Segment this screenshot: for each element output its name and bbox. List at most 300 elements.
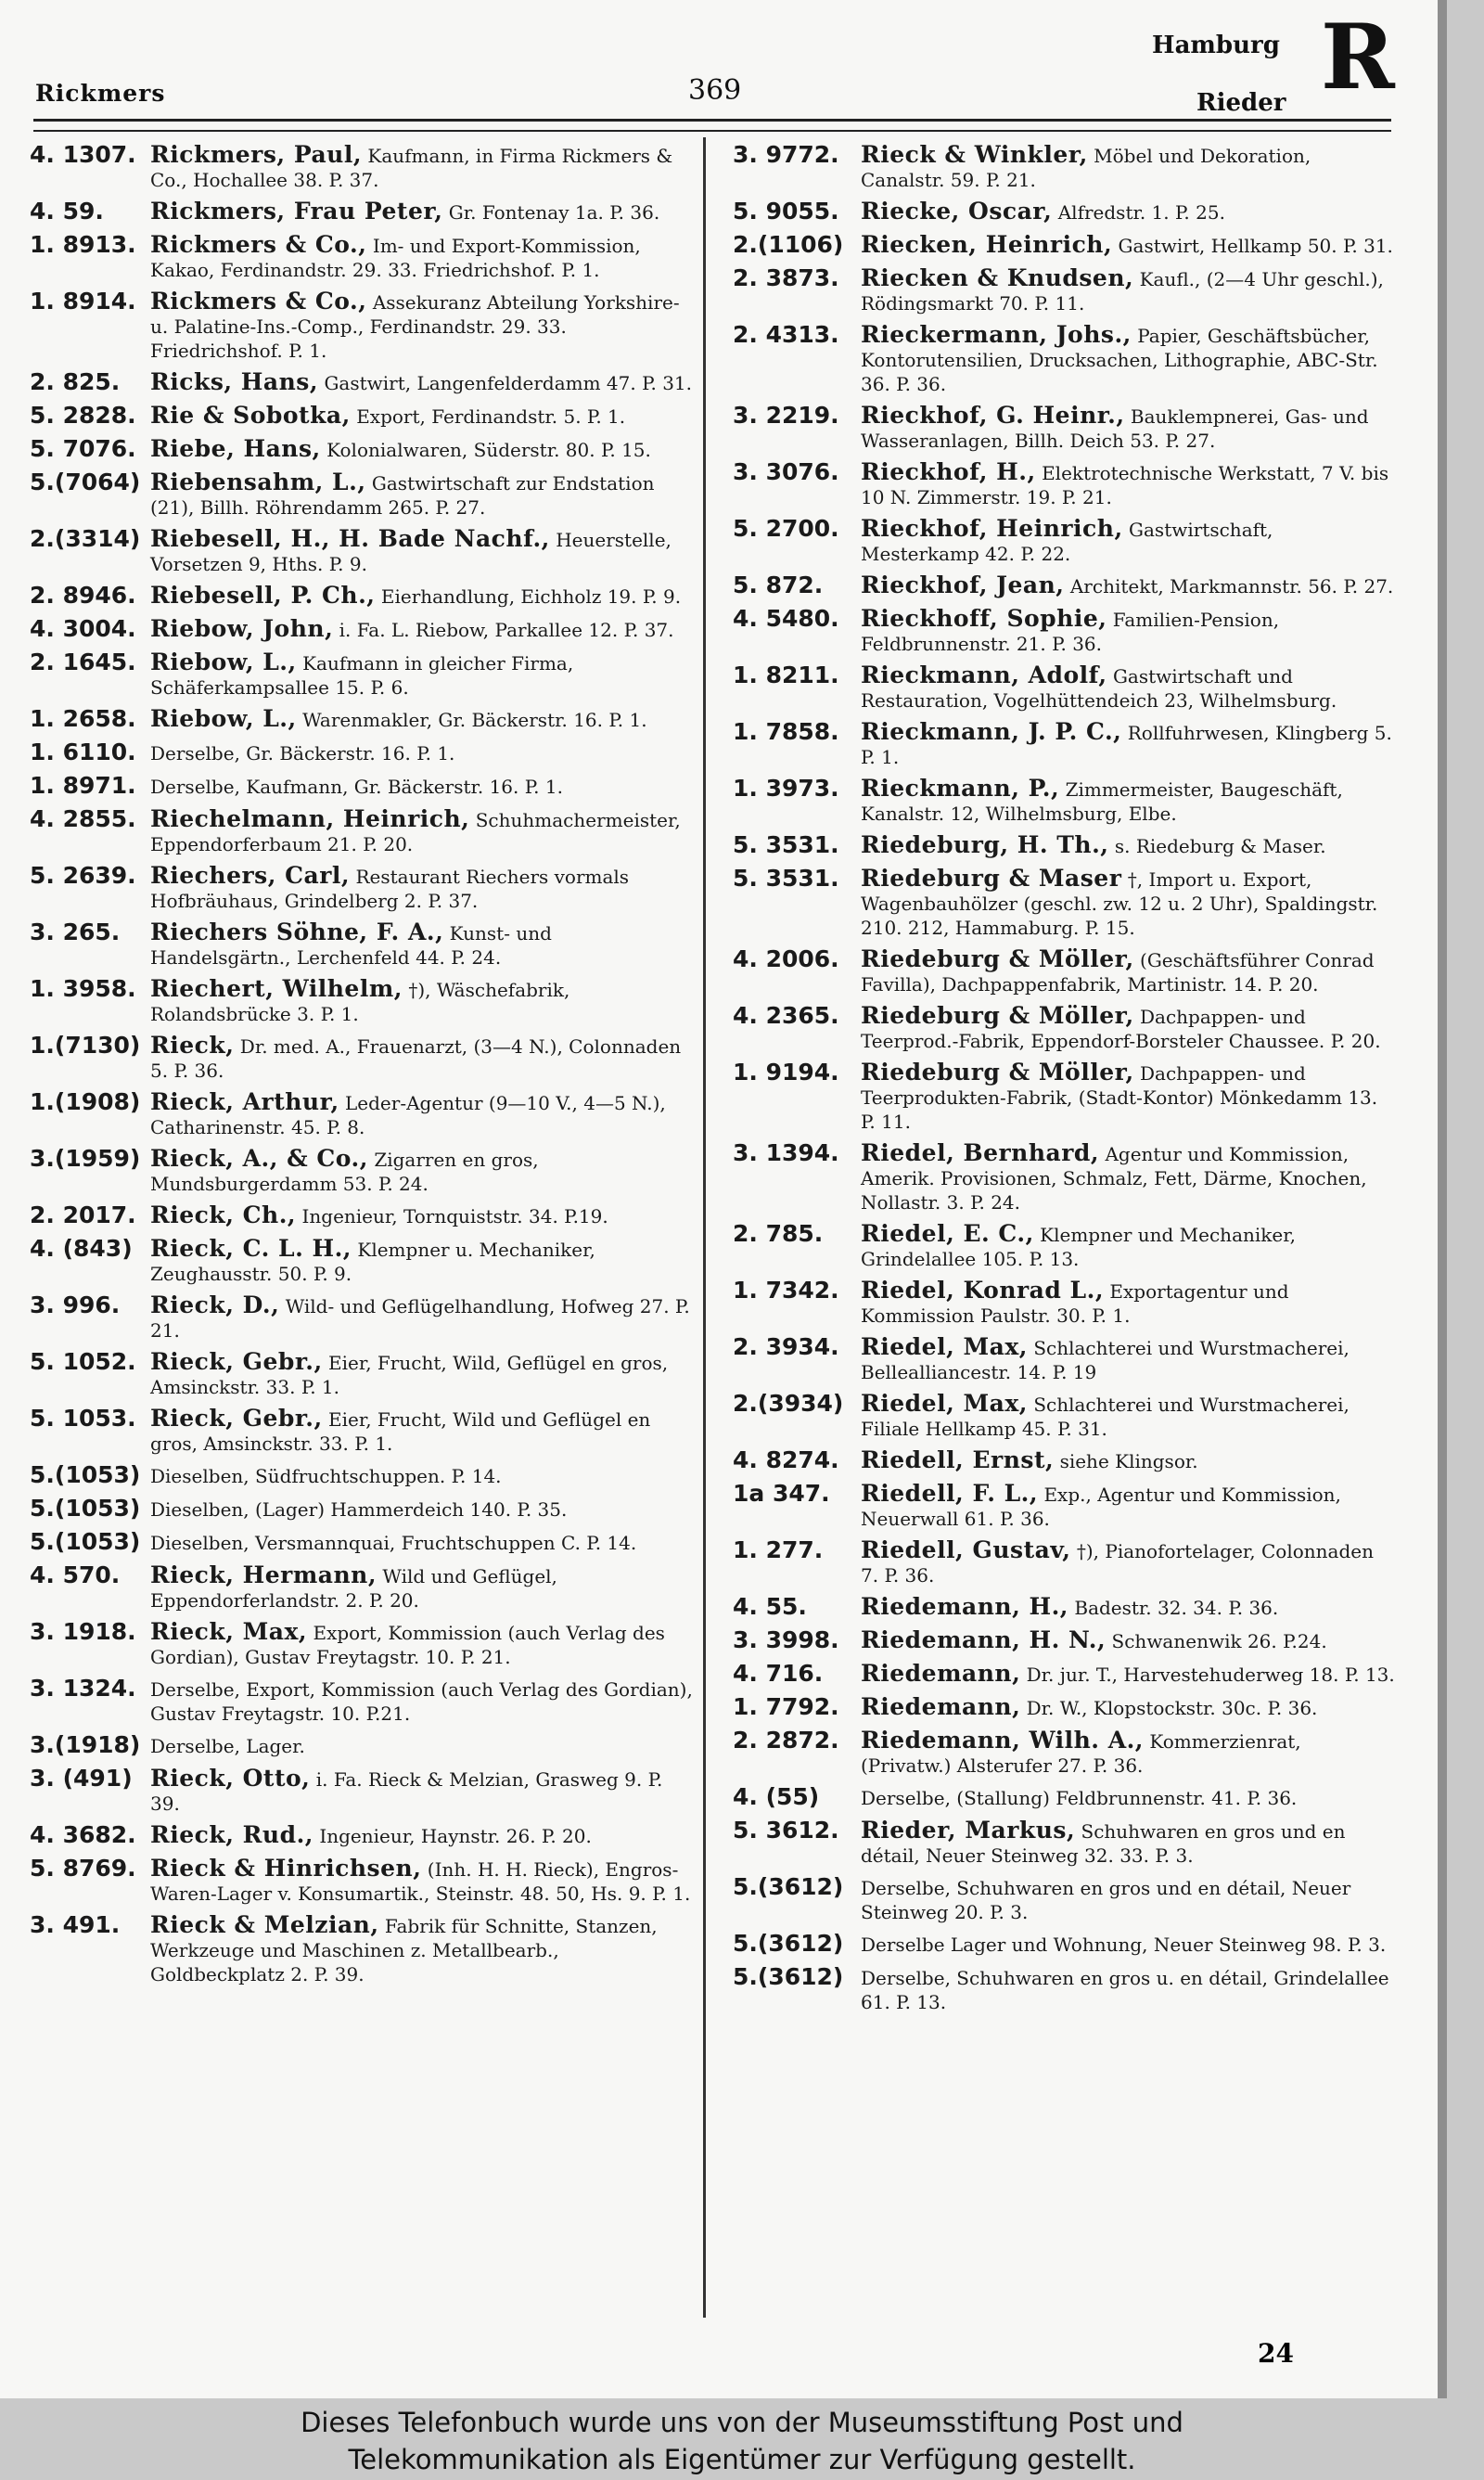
entry-name: Riedell, Ernst,: [861, 1446, 1055, 1473]
phone-number: 1.(1908): [30, 1088, 141, 1115]
phone-number: 4. 716.: [733, 1660, 824, 1687]
phone-number: 1. 7342.: [733, 1277, 839, 1304]
entry-details: Fabrik für Schnitte, Stanzen, Werkzeuge und Maschinen z. Metallbearb., Goldbeckplatz 2. P. 39.: [150, 1915, 658, 1985]
header-left-keyword: Rickmers: [35, 80, 166, 107]
phone-number: 5.(7064): [30, 469, 141, 495]
header-right-keyword: Rieder: [1196, 89, 1286, 117]
phone-number: 2. 3934.: [733, 1333, 839, 1360]
entry-text: [150, 231, 694, 282]
directory-entry: [30, 1561, 694, 1613]
entry-text: [861, 1963, 1395, 2014]
entry-name: Riedeburg & Möller,: [861, 1002, 1134, 1029]
directory-entry: [733, 1963, 1395, 2014]
entry-details: Export, Ferdinandstr. 5. P. 1.: [356, 405, 626, 428]
entry-details: Derselbe, Export, Kommission (auch Verlag des Gordian), Gustav Freytagstr. 10. P.21.: [150, 1678, 693, 1725]
entry-name: Rickmers, Frau Peter,: [150, 198, 443, 225]
entry-name: Rickmers & Co.,: [150, 231, 367, 258]
entry-name: Riebensahm, L.,: [150, 469, 366, 495]
entry-name: Rieckhof, Jean,: [861, 572, 1065, 598]
entry-details: (Geschäftsführer Conrad Favilla), Dachpappenfabrik, Martinistr. 14. P. 20.: [861, 949, 1375, 996]
phone-number: 5. 3531.: [733, 865, 839, 892]
entry-details: Möbel und Dekoration, Canalstr. 59. P. 21.: [861, 145, 1311, 191]
entry-details: Kaufl., (2—4 Uhr geschl.), Rödingsmarkt 70. P. 11.: [861, 268, 1384, 315]
phone-number: 1. 3973.: [733, 775, 839, 802]
footer-notice: [0, 2398, 1484, 2480]
entry-text: [150, 368, 694, 395]
entry-name: Riedeburg & Maser: [861, 865, 1122, 892]
entry-name: Rieck, D.,: [150, 1291, 280, 1318]
entry-text: [150, 1405, 694, 1456]
entry-details: Derselbe, (Stallung) Feldbrunnenstr. 41. P. 36.: [861, 1787, 1298, 1809]
entry-name: Rieck, Ch.,: [150, 1201, 297, 1228]
directory-entry: [733, 515, 1395, 566]
entry-text: [861, 1930, 1395, 1957]
entry-details: Dr. med. A., Frauenarzt, (3—4 N.), Colonnaden 5. P. 36.: [150, 1035, 682, 1082]
directory-entry: [30, 1911, 694, 1986]
directory-entry: [30, 288, 694, 363]
directory-entry: [733, 198, 1395, 225]
entry-text: [150, 805, 694, 856]
phone-number: 2. 785.: [733, 1220, 824, 1247]
entry-text: [150, 469, 694, 520]
entry-name: Rieckhof, G. Heinr.,: [861, 402, 1125, 429]
entry-details: Dieselben, Versmannquai, Fruchtschuppen C. P. 14.: [150, 1532, 637, 1554]
entry-text: [150, 1461, 694, 1488]
phone-number: 1. 7792.: [733, 1693, 839, 1720]
entry-text: [861, 321, 1395, 396]
phone-number: 3. 996.: [30, 1291, 121, 1318]
phone-number: 1. 8211.: [733, 662, 839, 688]
directory-entry: [733, 831, 1395, 859]
entry-text: [861, 1333, 1395, 1384]
entry-details: Alfredstr. 1. P. 25.: [1057, 201, 1225, 224]
directory-entry: [30, 368, 694, 396]
entry-details: Gastwirt, Hellkamp 50. P. 31.: [1118, 235, 1393, 257]
directory-entry: [30, 1235, 694, 1286]
entry-details: Derselbe Lager und Wohnung, Neuer Steinweg 98. P. 3.: [861, 1934, 1387, 1956]
phone-number: 4. 55.: [733, 1593, 807, 1620]
directory-entry: [30, 582, 694, 610]
entry-name: Rieckhof, Heinrich,: [861, 515, 1123, 542]
phone-number: 4. 3682.: [30, 1821, 136, 1848]
entry-text: [150, 1765, 694, 1816]
directory-entry: [733, 1536, 1395, 1587]
directory-entry: [733, 1783, 1395, 1811]
entry-details: Schlachterei und Wurstmacherei, Bellealliancestr. 14. P. 19: [861, 1337, 1350, 1383]
entry-name: Rieck, Gebr.,: [150, 1348, 323, 1375]
entry-text: [150, 1145, 694, 1196]
phone-number: 5. 7076.: [30, 435, 136, 462]
entry-name: Riecken, Heinrich,: [861, 231, 1113, 258]
phone-number: 1. 8914.: [30, 288, 136, 315]
entry-text: [150, 975, 694, 1026]
entry-details: Kaufmann in gleicher Firma, Schäferkampsallee 15. P. 6.: [150, 652, 574, 699]
entry-name: Rieckhoff, Sophie,: [861, 605, 1107, 632]
directory-entry: [733, 141, 1395, 192]
phone-number: 4. 59.: [30, 198, 104, 225]
entry-details: †, Import u. Export, Wagenbauhölzer (geschl. zw. 12 u. 2 Uhr), Spaldingstr. 210. 212, Hammaburg. P. 15.: [861, 868, 1378, 939]
directory-entry: [733, 662, 1395, 713]
entry-details: Kunst- und Handelsgärtn., Lerchenfeld 44. P. 24.: [150, 922, 552, 969]
entry-details: Schwanenwik 26. P.24.: [1111, 1630, 1327, 1652]
directory-entry: [30, 402, 694, 430]
entry-text: [150, 919, 694, 970]
entry-details: Ingenieur, Haynstr. 26. P. 20.: [319, 1825, 592, 1847]
directory-entry: [733, 572, 1395, 599]
phone-number: 4. (55): [733, 1783, 820, 1810]
directory-entry: [30, 469, 694, 520]
entry-text: [861, 402, 1395, 453]
entry-name: Riebe, Hans,: [150, 435, 321, 462]
entry-name: Riedell, Gustav,: [861, 1536, 1071, 1563]
entry-name: Rie & Sobotka,: [150, 402, 351, 429]
entry-text: [150, 435, 694, 462]
entry-details: Kaufmann, in Firma Rickmers & Co., Hochallee 38. P. 37.: [150, 145, 673, 191]
entry-details: Gastwirtschaft, Mesterkamp 42. P. 22.: [861, 519, 1273, 565]
directory-entry: [30, 435, 694, 463]
phone-number: 1. 2658.: [30, 705, 136, 732]
phone-number: 5. 9055.: [733, 198, 839, 225]
entry-name: Riedeburg & Möller,: [861, 945, 1134, 972]
bottom-page-number: 24: [1258, 2338, 1294, 2369]
entry-name: Riechers, Carl,: [150, 862, 351, 889]
directory-entry: [733, 1002, 1395, 1053]
entry-details: Gr. Fontenay 1a. P. 36.: [448, 201, 660, 224]
entry-details: Dieselben, (Lager) Hammerdeich 140. P. 35.: [150, 1498, 568, 1521]
phone-number: 1.(7130): [30, 1032, 141, 1059]
entry-text: [150, 705, 694, 732]
directory-entry: [733, 1390, 1395, 1441]
header-page-number: 369: [688, 74, 742, 107]
directory-entry: [30, 615, 694, 643]
entry-text: [861, 1139, 1395, 1214]
directory-entry: [733, 1446, 1395, 1474]
entry-name: Riedel, Max,: [861, 1390, 1028, 1417]
entry-text: [861, 1783, 1395, 1810]
entry-text: [150, 1235, 694, 1286]
entry-details: (Inh. H. H. Rieck), Engros-Waren-Lager v. Konsumartik., Steinstr. 48. 50, Hs. 9. P. 1.: [150, 1858, 691, 1905]
entry-text: [150, 862, 694, 913]
phone-number: 3. 9772.: [733, 141, 839, 168]
phone-number: 2.(3934): [733, 1390, 844, 1417]
entry-text: [150, 739, 694, 765]
entry-details: Dachpappen- und Teerprod.-Fabrik, Eppendorf-Borsteler Chaussee. P. 20.: [861, 1006, 1381, 1052]
entry-text: [150, 1675, 694, 1726]
entry-details: Export, Kommission (auch Verlag des Gordian), Gustav Freytagstr. 10. P. 21.: [150, 1622, 665, 1668]
entry-name: Rieck, Rud.,: [150, 1821, 313, 1848]
entry-details: Dr. W., Klopstockstr. 30c. P. 36.: [1026, 1697, 1318, 1719]
entry-details: Bauklempnerei, Gas- und Wasseranlagen, Billh. Deich 53. P. 27.: [861, 405, 1369, 452]
header-letter: R: [1321, 5, 1395, 109]
phone-number: 3. 3076.: [733, 458, 839, 485]
entry-details: Kolonialwaren, Süderstr. 80. P. 15.: [326, 439, 651, 461]
directory-entry: [733, 1817, 1395, 1868]
directory-entry: [733, 1873, 1395, 1924]
directory-entry: [30, 525, 694, 576]
right-column: [733, 141, 1395, 2020]
directory-entry: [30, 1855, 694, 1906]
entry-text: [861, 458, 1395, 509]
directory-entry: [30, 1348, 694, 1399]
directory-entry: [30, 739, 694, 766]
entry-text: [861, 141, 1395, 192]
entry-text: [150, 1618, 694, 1669]
entry-details: †), Wäschefabrik, Rolandsbrücke 3. P. 1.: [150, 979, 570, 1025]
directory-entry: [30, 1765, 694, 1816]
entry-details: Eier, Frucht, Wild und Geflügel en gros, Amsinckstr. 33. P. 1.: [150, 1408, 651, 1455]
directory-entry: [30, 1032, 694, 1083]
entry-text: [861, 1593, 1395, 1620]
entry-details: Exp., Agentur und Kommission, Neuerwall 61. P. 36.: [861, 1484, 1341, 1530]
entry-details: Zigarren en gros, Mundsburgerdamm 53. P. 24.: [150, 1149, 539, 1195]
phone-number: 1. 3958.: [30, 975, 136, 1002]
entry-text: [150, 582, 694, 609]
entry-name: Riechers Söhne, F. A.,: [150, 919, 444, 945]
directory-entry: [733, 775, 1395, 826]
directory-entry: [30, 1405, 694, 1456]
entry-text: [150, 1855, 694, 1906]
entry-text: [861, 1536, 1395, 1587]
entry-name: Riedel, Konrad L.,: [861, 1277, 1105, 1304]
entry-details: Derselbe, Schuhwaren en gros u. en détail, Grindelallee 61. P. 13.: [861, 1967, 1389, 2013]
entry-details: Ingenieur, Tornquiststr. 34. P.19.: [301, 1205, 608, 1227]
entry-text: [861, 231, 1395, 258]
directory-entry: [30, 1088, 694, 1139]
phone-number: 4. 570.: [30, 1561, 121, 1588]
phone-number: 4. 2365.: [733, 1002, 839, 1029]
phone-number: 2. 1645.: [30, 649, 136, 675]
directory-entry: [30, 1731, 694, 1759]
entry-details: Wild- und Geflügelhandlung, Hofweg 27. P. 21.: [150, 1295, 690, 1342]
entry-text: [861, 1817, 1395, 1868]
directory-entry: [733, 945, 1395, 996]
phone-number: 1a 347.: [733, 1480, 830, 1507]
entry-name: Rieck, A., & Co.,: [150, 1145, 368, 1172]
entry-details: Familien-Pension, Feldbrunnenstr. 21. P. 36.: [861, 609, 1280, 655]
entry-details: Derselbe, Kaufmann, Gr. Bäckerstr. 16. P. 1.: [150, 776, 563, 798]
directory-entry: [733, 231, 1395, 259]
directory-entry: [733, 1277, 1395, 1328]
directory-entry: [733, 605, 1395, 656]
entry-name: Riedemann, Wilh. A.,: [861, 1727, 1144, 1754]
header-rule: [33, 130, 1391, 132]
entry-name: Riedel, Max,: [861, 1333, 1028, 1360]
phone-number: 1. 7858.: [733, 718, 839, 745]
directory-entry: [30, 705, 694, 733]
entry-details: Dieselben, Südfruchtschuppen. P. 14.: [150, 1465, 502, 1487]
phone-number: 2. 4313.: [733, 321, 839, 348]
header-rule: [33, 119, 1391, 122]
directory-entry: [733, 1059, 1395, 1134]
entry-name: Riecke, Oscar,: [861, 198, 1053, 225]
entry-name: Riebesell, H., H. Bade Nachf.,: [150, 525, 550, 552]
entry-name: Rieder, Markus,: [861, 1817, 1076, 1844]
entry-text: [150, 1821, 694, 1848]
entry-name: Riedel, Bernhard,: [861, 1139, 1100, 1166]
entry-name: Riedemann,: [861, 1693, 1021, 1720]
entry-text: [861, 1873, 1395, 1924]
phone-number: 5. 3531.: [733, 831, 839, 858]
directory-entry: [733, 1593, 1395, 1621]
entry-details: Eier, Frucht, Wild, Geflügel en gros, Amsinckstr. 33. P. 1.: [150, 1352, 669, 1398]
directory-entry: [30, 1675, 694, 1726]
phone-number: 4. 2006.: [733, 945, 839, 972]
entry-details: Gastwirtschaft und Restauration, Vogelhüttendeich 23, Wilhelmsburg.: [861, 665, 1337, 712]
entry-text: [861, 1480, 1395, 1531]
phone-number: 3. 1324.: [30, 1675, 136, 1702]
directory-entry: [30, 862, 694, 913]
footer-line-1: Dieses Telefonbuch wurde uns von der Museumsstiftung Post und: [301, 2407, 1183, 2438]
phone-number: 5.(1053): [30, 1495, 141, 1522]
entry-name: Riechelmann, Heinrich,: [150, 805, 470, 832]
directory-entry: [30, 1201, 694, 1229]
entry-text: [150, 1201, 694, 1228]
entry-name: Rieck & Winkler,: [861, 141, 1088, 168]
entry-text: [861, 1660, 1395, 1687]
directory-entry: [733, 1930, 1395, 1958]
entry-name: Rieck & Hinrichsen,: [150, 1855, 422, 1882]
directory-entry: [733, 1727, 1395, 1778]
entry-details: Agentur und Kommission, Amerik. Provisionen, Schmalz, Fett, Därme, Knochen, Nollastr. 3. P. 24.: [861, 1143, 1367, 1214]
entry-details: †), Pianofortelager, Colonnaden 7. P. 36.: [861, 1540, 1374, 1587]
directory-entry: [30, 975, 694, 1026]
directory-entry: [733, 264, 1395, 315]
entry-details: Derselbe, Gr. Bäckerstr. 16. P. 1.: [150, 742, 455, 765]
phone-number: 5. 2828.: [30, 402, 136, 429]
phone-number: 4. 5480.: [733, 605, 839, 632]
phone-number: 4. 1307.: [30, 141, 136, 168]
phone-number: 3. 491.: [30, 1911, 121, 1938]
phone-number: 5.(3612): [733, 1873, 844, 1900]
entry-details: Elektrotechnische Werkstatt, 7 V. bis 10 N. Zimmerstr. 19. P. 21.: [861, 462, 1389, 508]
directory-entry: [733, 458, 1395, 509]
entry-name: Rieckhof, H.,: [861, 458, 1036, 485]
directory-entry: [733, 1220, 1395, 1271]
phone-number: 5. 3612.: [733, 1817, 839, 1844]
entry-text: [150, 1495, 694, 1522]
entry-details: Gastwirt, Langenfelderdamm 47. P. 31.: [324, 372, 693, 394]
entry-name: Rieck, Max,: [150, 1618, 308, 1645]
phone-number: 4. 8274.: [733, 1446, 839, 1473]
entry-text: [150, 198, 694, 225]
phone-number: 5. 2700.: [733, 515, 839, 542]
directory-entry: [733, 1139, 1395, 1214]
phone-number: 4. 3004.: [30, 615, 136, 642]
entry-name: Rieckmann, P.,: [861, 775, 1060, 802]
directory-entry: [733, 718, 1395, 769]
entry-details: Badestr. 32. 34. P. 36.: [1074, 1597, 1279, 1619]
entry-details: Warenmakler, Gr. Bäckerstr. 16. P. 1.: [302, 709, 647, 731]
entry-details: Exportagentur und Kommission Paulstr. 30. P. 1.: [861, 1280, 1289, 1327]
entry-name: Riebow, L.,: [150, 705, 297, 732]
entry-text: [861, 775, 1395, 826]
phone-number: 2.(1106): [733, 231, 844, 258]
entry-details: i. Fa. Rieck & Melzian, Grasweg 9. P. 39.: [150, 1768, 663, 1815]
directory-entry: [30, 141, 694, 192]
entry-name: Riedeburg, H. Th.,: [861, 831, 1109, 858]
entry-text: [861, 831, 1395, 858]
phone-number: 1. 277.: [733, 1536, 824, 1563]
phone-number: 5. 1053.: [30, 1405, 136, 1432]
directory-entry: [733, 1660, 1395, 1688]
entry-name: Riedemann, H.,: [861, 1593, 1069, 1620]
entry-name: Riebesell, P. Ch.,: [150, 582, 376, 609]
phone-number: 5.(1053): [30, 1528, 141, 1555]
entry-name: Rieck, Arthur,: [150, 1088, 339, 1115]
phone-number: 5.(3612): [733, 1963, 844, 1990]
phone-number: 2. 2017.: [30, 1201, 136, 1228]
directory-entry: [30, 919, 694, 970]
footer-line-2: Telekommunikation als Eigentümer zur Verfügung gestellt.: [348, 2444, 1136, 2475]
directory-entry: [733, 865, 1395, 940]
directory-entry: [30, 1291, 694, 1343]
entry-text: [150, 525, 694, 576]
entry-details: Schlachterei und Wurstmacherei, Filiale Hellkamp 45. P. 31.: [861, 1394, 1350, 1440]
phone-number: 5. 8769.: [30, 1855, 136, 1882]
entry-details: Assekuranz Abteilung Yorkshire- u. Palatine-Ins.-Comp., Ferdinandstr. 29. 33. Friedrichshof. P. 1.: [150, 291, 680, 362]
entry-name: Riedeburg & Möller,: [861, 1059, 1134, 1086]
directory-entry: [733, 1693, 1395, 1721]
entry-name: Rieck, C. L. H.,: [150, 1235, 352, 1262]
entry-details: i. Fa. L. Riebow, Parkallee 12. P. 37.: [339, 619, 674, 641]
directory-entry: [30, 772, 694, 800]
entry-name: Riecken & Knudsen,: [861, 264, 1134, 291]
directory-entry: [30, 1145, 694, 1196]
left-column: [30, 141, 694, 1992]
phone-number: 5. 872.: [733, 572, 824, 598]
entry-text: [861, 1626, 1395, 1653]
entry-name: Riebow, John,: [150, 615, 334, 642]
entry-details: Wild und Geflügel, Eppendorferlandstr. 2. P. 20.: [150, 1565, 557, 1612]
entry-name: Riedell, F. L.,: [861, 1480, 1039, 1507]
phone-number: 1. 6110.: [30, 739, 136, 765]
entry-details: Restaurant Riechers vormals Hofbräuhaus, Grindelberg 2. P. 37.: [150, 866, 630, 912]
phone-number: 2. 3873.: [733, 264, 839, 291]
entry-text: [861, 718, 1395, 769]
entry-text: [150, 402, 694, 429]
entry-details: Papier, Geschäftsbücher, Kontorutensilien, Drucksachen, Lithographie, ABC-Str. 36. P. 36.: [861, 325, 1378, 395]
entry-details: Architekt, Markmannstr. 56. P. 27.: [1069, 575, 1394, 598]
header-city: Hamburg: [1152, 32, 1280, 59]
directory-entry: [30, 649, 694, 700]
entry-text: [861, 264, 1395, 315]
entry-name: Rickmers & Co.,: [150, 288, 367, 315]
entry-details: s. Riedeburg & Maser.: [1114, 835, 1326, 857]
phone-number: 4. (843): [30, 1235, 133, 1262]
entry-details: Gastwirtschaft zur Endstation (21), Billh. Röhrendamm 265. P. 27.: [150, 472, 655, 519]
phone-number: 2.(3314): [30, 525, 141, 552]
entry-text: [150, 141, 694, 192]
phone-number: 3. 265.: [30, 919, 121, 945]
entry-name: Rieck, Gebr.,: [150, 1405, 323, 1432]
entry-name: Rickmers, Paul,: [150, 141, 363, 168]
entry-text: [150, 615, 694, 642]
directory-entry: [733, 1333, 1395, 1384]
entry-text: [861, 1390, 1395, 1441]
entry-details: Im- und Export-Kommission, Kakao, Ferdinandstr. 29. 33. Friedrichshof. P. 1.: [150, 235, 641, 281]
entry-name: Rieckermann, Johs.,: [861, 321, 1132, 348]
entry-text: [861, 1059, 1395, 1134]
directory-entry: [30, 1495, 694, 1523]
entry-details: Heuerstelle, Vorsetzen 9, Hths. P. 9.: [150, 529, 672, 575]
phone-number: 1. 8913.: [30, 231, 136, 258]
entry-text: [861, 572, 1395, 598]
phone-number: 1. 8971.: [30, 772, 136, 799]
entry-text: [150, 1561, 694, 1613]
entry-text: [861, 1693, 1395, 1720]
phone-number: 5.(3612): [733, 1930, 844, 1957]
entry-text: [150, 1348, 694, 1399]
